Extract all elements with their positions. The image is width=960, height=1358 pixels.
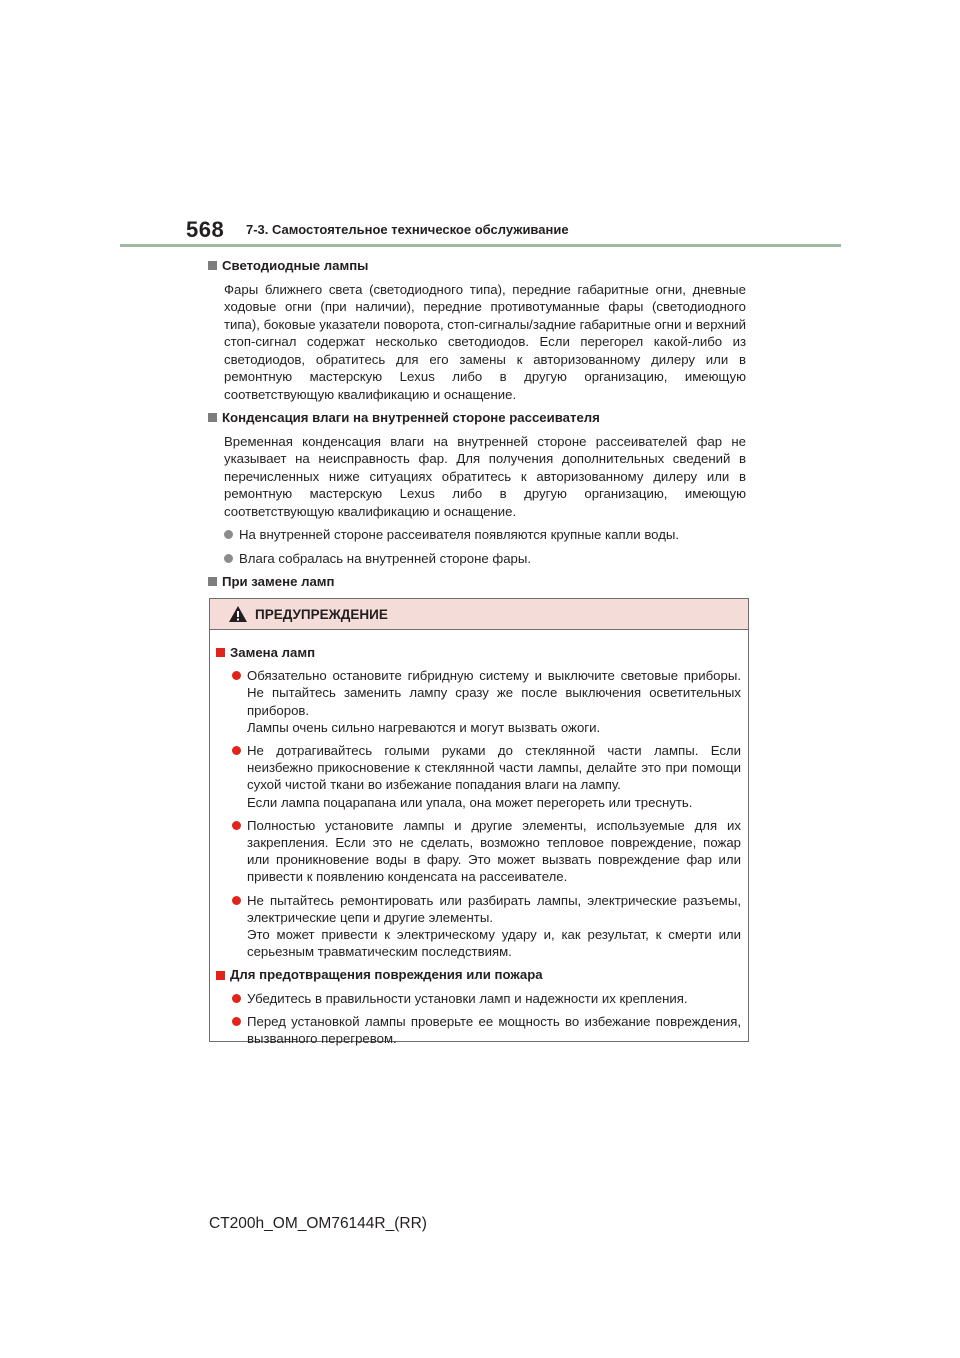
circle-bullet-icon <box>232 1017 241 1026</box>
heading-text: При замене ламп <box>222 574 335 589</box>
warning-list-item <box>232 667 741 736</box>
section-heading <box>208 573 746 591</box>
section-heading <box>208 409 746 427</box>
header-divider <box>120 244 841 247</box>
section-heading <box>208 257 746 275</box>
warning-body <box>210 630 748 1047</box>
document-id: CT200h_OM_OM76144R_(RR) <box>209 1215 427 1232</box>
warning-list-item <box>232 990 741 1007</box>
list-item-text: Обязательно остановите гибридную систему и выключите световые приборы. Не пытайтесь заменить лампу сразу же после выключения осветительных приборов. Лампы очень сильно нагреваются и могут вызвать ожоги. <box>247 668 741 735</box>
warning-section-heading <box>216 644 741 661</box>
circle-bullet-icon <box>224 530 233 539</box>
list-item-text: Перед установкой лампы проверьте ее мощность во избежание повреждения, вызванного перегревом. <box>247 1013 741 1047</box>
circle-bullet-icon <box>232 671 241 680</box>
section-led-lamps <box>208 257 746 403</box>
warning-list-item <box>232 817 741 886</box>
heading-text: Конденсация влаги на внутренней стороне рассеивателя <box>222 410 600 425</box>
list-item-text: Не пытайтесь ремонтировать или разбирать лампы, электрические разъемы, электрические цепи и другие элементы. Это может привести к электрическому удару и, как результат, к смерти или серьезным травматическим последствиям. <box>247 892 741 960</box>
circle-bullet-icon <box>232 746 241 755</box>
heading-text: Для предотвращения повреждения или пожара <box>230 967 543 983</box>
page-number: 568 <box>186 217 225 242</box>
list-item-text: Полностью установите лампы и другие элементы, используемые для их закрепления. Если это не сделать, возможно тепловое повреждение, пожар или проникновение воды в фару. Это может вызвать повреждение фар или привести к появлению конденсата на рассеивателе. <box>247 817 741 885</box>
warning-triangle-icon <box>228 605 248 623</box>
list-item <box>224 550 746 568</box>
warning-box <box>209 598 749 1047</box>
square-bullet-icon <box>208 261 217 270</box>
main-content <box>208 257 746 614</box>
circle-bullet-icon <box>232 821 241 830</box>
square-bullet-icon <box>208 413 217 422</box>
list-item-text: Убедитесь в правильности установки ламп и надежности их крепления. <box>247 990 688 1006</box>
paragraph: Временная конденсация влаги на внутренней стороне рассеивателей фар не указывает на неисправность фар. Для получения дополнительных сведений в перечисленных ниже ситуациях обратитесь к авторизованному дилеру или в ремонтную мастерскую Lexus либо в другую организацию, имеющую соответствующую квалификацию и оснащение. <box>224 433 746 519</box>
list-item-text: Влага собралась на внутренней стороне фары. <box>239 550 532 566</box>
heading-text: Светодиодные лампы <box>222 258 369 273</box>
warning-header <box>210 599 748 630</box>
square-bullet-icon <box>216 971 225 980</box>
circle-bullet-icon <box>232 896 241 905</box>
warning-title: ПРЕДУПРЕЖДЕНИЕ <box>255 606 388 622</box>
warning-list-item <box>232 742 741 811</box>
section-condensation <box>208 409 746 567</box>
warning-list-item <box>232 892 741 961</box>
list-item <box>224 526 746 544</box>
section-title: 7-3. Самостоятельное техническое обслуживание <box>246 222 569 237</box>
circle-bullet-icon <box>232 994 241 1003</box>
list-item-text: На внутренней стороне рассеивателя появляются крупные капли воды. <box>239 527 680 542</box>
heading-text: Замена ламп <box>230 645 316 660</box>
square-bullet-icon <box>208 577 217 586</box>
paragraph: Фары ближнего света (светодиодного типа), передние габаритные огни, дневные ходовые огни (при наличии), передние противотуманные фары (светодиодного типа), боковые указатели поворота, стоп-сигналы/задние габаритные огни и верхний стоп-сигнал содержат несколько светодиодов. Если перегорел какой-либо из светодиодов, обратитесь для его замены к авторизованному дилеру или в ремонтную мастерскую Lexus либо в другую организацию, имеющую соответствующую квалификацию и оснащение. <box>224 281 746 402</box>
list-item-text: Не дотрагивайтесь голыми руками до стеклянной части лампы. Если неизбежно прикосновение к стеклянной части лампы, делайте это при помощи сухой чистой ткани во избежание попадания влаги на лампу. Если лампа поцарапана или упала, она может перегореть или треснуть. <box>247 743 741 810</box>
circle-bullet-icon <box>224 554 233 563</box>
square-bullet-icon <box>216 648 225 657</box>
warning-list-item <box>232 1013 741 1047</box>
warning-section-heading <box>216 966 741 983</box>
